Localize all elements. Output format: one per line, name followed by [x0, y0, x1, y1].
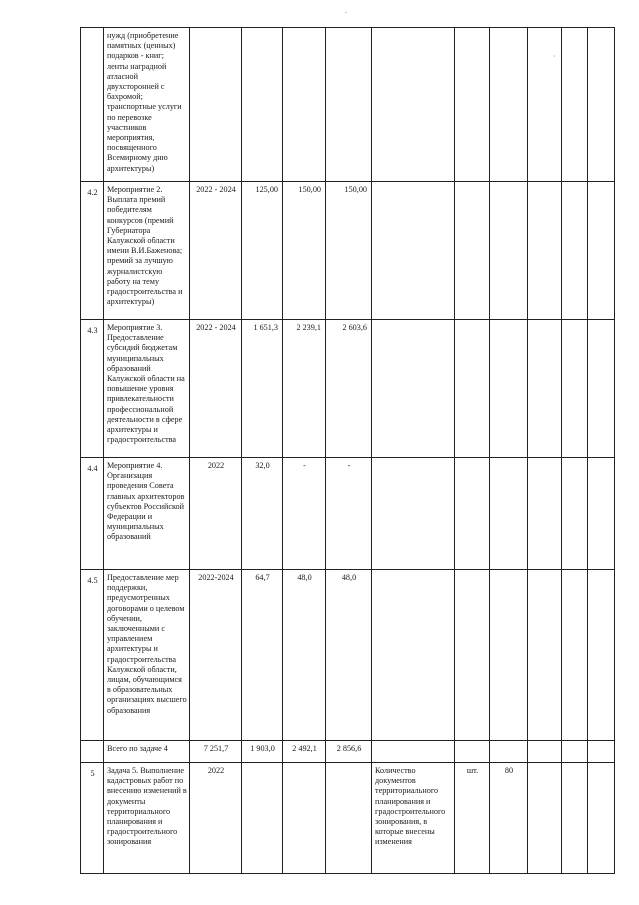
empty-cell [588, 458, 615, 570]
indicator-value: 80 [490, 763, 528, 874]
funding-value [283, 763, 326, 874]
funding-value: 48,0 [283, 570, 326, 741]
indicator-value [490, 182, 528, 320]
empty-cell [562, 28, 588, 182]
indicator-value [490, 741, 528, 763]
empty-cell [562, 570, 588, 741]
indicator-value [490, 320, 528, 458]
row-number: 5 [81, 763, 104, 874]
indicator-value [490, 28, 528, 182]
total-value: 2 492,1 [283, 741, 326, 763]
row-number: 4.5 [81, 570, 104, 741]
funding-value: 2 603,6 [326, 320, 372, 458]
implementation-years: 2022 - 2024 [190, 320, 242, 458]
measure-description: Предоставление мер поддержки, предусмотренных договорами о целевом обучении, заключенными с управлением архитектуры и градостроительства Калужской области, лицам, обучающимся в образовательных организациях высшего образования [104, 570, 190, 741]
total-value: 2 856,6 [326, 741, 372, 763]
funding-value [283, 28, 326, 182]
indicator-unit [455, 320, 490, 458]
row-number [81, 741, 104, 763]
empty-cell [588, 28, 615, 182]
indicator-unit [455, 458, 490, 570]
row-number: 4.4 [81, 458, 104, 570]
funding-value [242, 763, 283, 874]
indicator-unit: шт. [455, 763, 490, 874]
funding-value [242, 28, 283, 182]
funding-value: 2 239,1 [283, 320, 326, 458]
empty-cell [588, 570, 615, 741]
empty-cell [528, 320, 562, 458]
indicator-name [372, 320, 455, 458]
funding-value: 32,0 [242, 458, 283, 570]
empty-cell [528, 741, 562, 763]
table-row-total [81, 741, 615, 763]
table-row [81, 570, 615, 741]
empty-cell [588, 763, 615, 874]
implementation-years: 2022-2024 [190, 570, 242, 741]
table-row [81, 182, 615, 320]
indicator-unit [455, 741, 490, 763]
indicator-unit [455, 182, 490, 320]
empty-cell [528, 182, 562, 320]
funding-value [326, 28, 372, 182]
indicator-name [372, 182, 455, 320]
task-description: Задача 5. Выполнение кадастровых работ по внесению изменений в документы территориального планирования и градостроительного зонирования [104, 763, 190, 874]
table-row [81, 28, 615, 182]
table-row [81, 763, 615, 874]
empty-cell [562, 741, 588, 763]
indicator-unit [455, 28, 490, 182]
implementation-years: 2022 [190, 458, 242, 570]
funding-value: 1 651,3 [242, 320, 283, 458]
measure-description: Мероприятие 3. Предоставление субсидий бюджетам муниципальных образований Калужской области на повышение уровня привлекательности профессиональной деятельности в сфере архитектуры и градостроительства [104, 320, 190, 458]
indicator-name: Количество документов территориального планирования и градостроительного зонирования, в которые внесены изменения [372, 763, 455, 874]
total-value: 7 251,7 [190, 741, 242, 763]
indicator-name [372, 570, 455, 741]
empty-cell [588, 741, 615, 763]
measure-description: нужд (приобретение памятных (ценных) подарков - книг; ленты наградной атласной двухсторонней с бахромой; транспортные услуги по перевозке участников мероприятия, посвященного Всемирному дню архитектуры) [104, 28, 190, 182]
empty-cell [562, 320, 588, 458]
empty-cell [528, 28, 562, 182]
funding-value: - [283, 458, 326, 570]
empty-cell [528, 458, 562, 570]
measure-description: Мероприятие 2. Выплата премий победителям конкурсов (премий Губернатора Калужской области имени В.И.Баженова; премий за лучшую журналистскую работу на тему градостроительства и архитектуры) [104, 182, 190, 320]
indicator-name [372, 458, 455, 570]
empty-cell [528, 763, 562, 874]
indicator-value [490, 570, 528, 741]
total-label: Всего по задаче 4 [104, 741, 190, 763]
funding-value: 64,7 [242, 570, 283, 741]
program-table [80, 27, 615, 874]
scan-speck: . [345, 6, 347, 15]
row-number [81, 28, 104, 182]
empty-cell [588, 320, 615, 458]
empty-cell [528, 570, 562, 741]
indicator-unit [455, 570, 490, 741]
total-value: 1 903,0 [242, 741, 283, 763]
implementation-years [190, 28, 242, 182]
table-row [81, 458, 615, 570]
funding-value: 48,0 [326, 570, 372, 741]
indicator-name [372, 741, 455, 763]
implementation-years: 2022 [190, 763, 242, 874]
scan-speck: · [553, 52, 556, 61]
measure-description: Мероприятие 4. Организация проведения Совета главных архитекторов субъектов Российской Федерации и муниципальных образований [104, 458, 190, 570]
funding-value: 150,00 [283, 182, 326, 320]
row-number: 4.3 [81, 320, 104, 458]
funding-value: 150,00 [326, 182, 372, 320]
funding-value [326, 763, 372, 874]
funding-value: 125,00 [242, 182, 283, 320]
empty-cell [562, 182, 588, 320]
empty-cell [562, 763, 588, 874]
indicator-value [490, 458, 528, 570]
empty-cell [588, 182, 615, 320]
indicator-name [372, 28, 455, 182]
table-row [81, 320, 615, 458]
funding-value: - [326, 458, 372, 570]
empty-cell [562, 458, 588, 570]
implementation-years: 2022 - 2024 [190, 182, 242, 320]
row-number: 4.2 [81, 182, 104, 320]
